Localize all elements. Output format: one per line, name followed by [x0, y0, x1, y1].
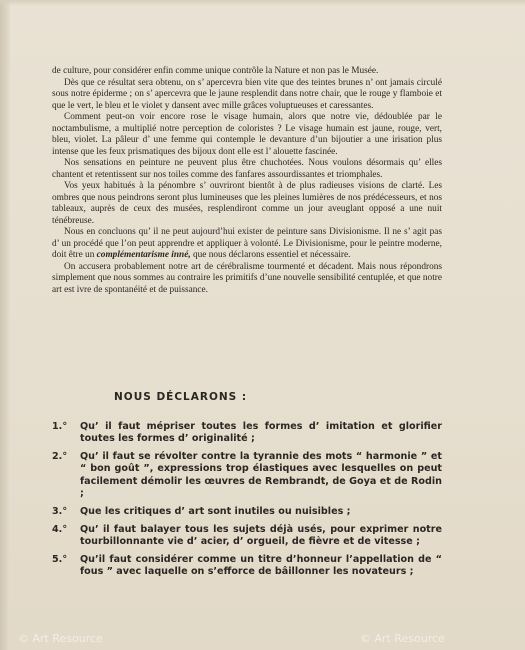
declaration-text: Qu’il faut considérer comme un titre d’honneur l’appellation de “ fous ” avec laquelle on s’efforce de bâillonner les novateurs ; [80, 553, 442, 577]
watermark-right: © Art Resource [360, 632, 445, 645]
declaration-item [52, 554, 442, 579]
declarations-list [52, 421, 442, 578]
watermark-left: © Art Resource [18, 632, 103, 645]
declarations-section [52, 391, 442, 584]
declaration-item [52, 506, 442, 518]
declaration-text: Que les critiques d’ art sont inutiles ou nuisibles ; [80, 505, 351, 517]
declaration-number: 4.° [52, 523, 68, 535]
paragraph-1: de culture, pour considérer enfin comme unique contrôle la Nature et non pas le Musée. [52, 66, 379, 76]
manifesto-body [52, 66, 442, 296]
declaration-number: 3.° [52, 505, 68, 517]
declaration-number: 1.° [52, 421, 68, 432]
declaration-text: Qu’ il faut balayer tous les sujets déjà usés, pour exprimer notre tourbillonnante vie d’ acier, d’ orgueil, de fièvre et de vitesse ; [80, 523, 442, 547]
declaration-number: 2.° [52, 451, 68, 463]
page-edge-shadow [0, 0, 10, 650]
declaration-text: Qu’ il faut se révolter contre la tyrannie des mots “ harmonie ” et “ bon goût ”, expressions trop élastiques avec lesquelles on peut facilement démolir les œuvres de Rembrandt, de Goya et de Rodin ; [80, 451, 442, 499]
paragraph-5: Vos yeux habitués à la pénombre s’ ouvriront bientôt à de plus radieuses visions de clarté. Les ombres que nous peindrons seront plus lumineuses que les pleines lumières de nos prédécesseurs, et nos tableaux, auprès de ceux des musées, resplendiront comme un jour aveuglant opposé a une nuit ténébreuse. [52, 181, 442, 226]
declaration-item [52, 421, 442, 446]
declaration-item [52, 524, 442, 549]
paragraph-3: Comment peut-on voir encore rose le visage humain, alors que notre vie, dédoublée par le noctambulisme, a multiplié notre perception de coloristes ? Le visage humain est jaune, rouge, vert, bleu, violet. La pâleur d’ une femme qui contemple le devanture d’un bijoutier a une irisation plus intense que les feux prismatiques des bijoux dont elle est l’ alouette fascinée. [52, 112, 442, 157]
declarations-heading: NOUS DÉCLARONS : [114, 391, 248, 403]
page-top-shadow [0, 0, 525, 6]
declaration-item [52, 451, 442, 500]
paragraph-6-text: Nous en concluons qu’ il ne peut aujourd’hui exister de peinture sans Divisionisme. Il ne s’ agit pas d’ un procédé que l’on peut apprendre et appliquer à volonté. Le Divisionisme, pour le peintre moderne, doit être un [52, 227, 442, 260]
paragraph-6-end: que nous déclarons essentiel et nécessaire. [190, 250, 351, 260]
paragraph-6 [52, 227, 442, 262]
paragraph-6-emphasis: complémentarisme inné, [96, 250, 191, 260]
paragraph-7: On accusera probablement notre art de cérébralisme tourmenté et décadent. Mais nous répondrons simplement que nous sommes au contraire les primitifs d’une nouvelle sensibilité centuplée, et que notre art est ivre de spontanéité et de puissance. [52, 261, 442, 295]
declaration-number: 5.° [52, 553, 68, 565]
paragraph-4: Nos sensations en peinture ne peuvent plus être chuchotées. Nous voulons désormais qu’ elles chantent et retentissent sur nos toiles comme des fanfares assourdissantes et triomphales. [52, 158, 442, 180]
declaration-text: Qu’ il faut mépriser toutes les formes d’ imitation et glorifier toutes les formes d’ originalité ; [80, 421, 442, 445]
paragraph-2: Dès que ce résultat sera obtenu, on s’ apercevra bien vite que des teintes brunes n’ ont jamais circulé sous notre épiderme ; on s’ apercevra que le jaune resplendit dans notre chair, que le rouge y flamboie et que le vert, le bleu et le violet y dansent avec mille grâces voluptueuses et caressantes. [52, 77, 442, 111]
